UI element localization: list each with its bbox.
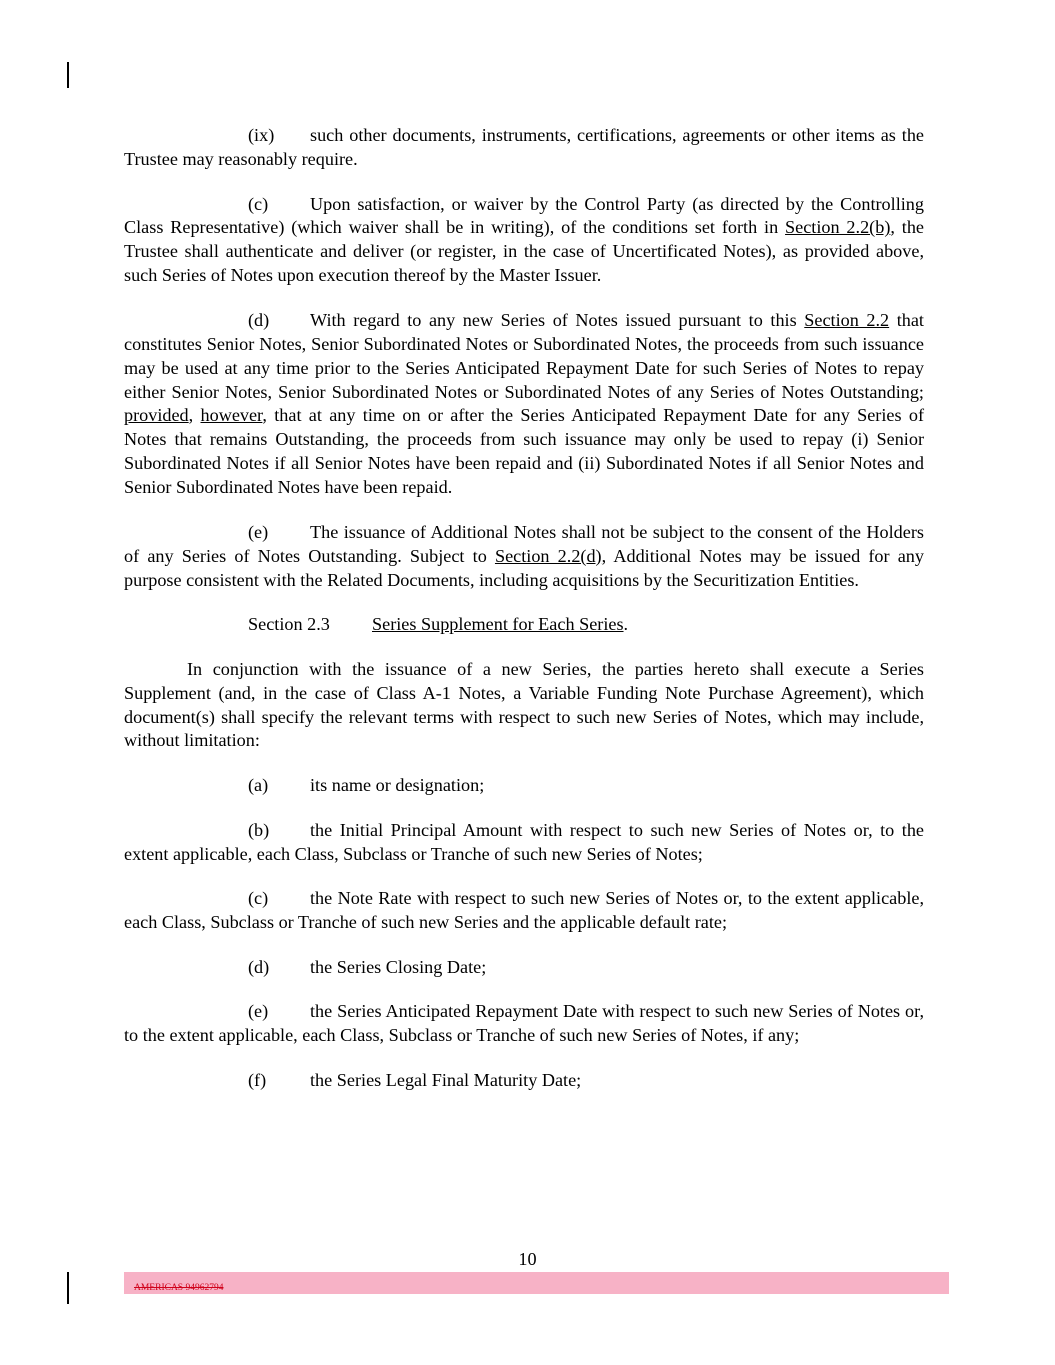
list-item-label: (a) bbox=[248, 775, 269, 796]
list-item-text: the Series Closing Date; bbox=[310, 956, 487, 977]
list-item-text: the Series Anticipated Repayment Date with respect to such new Series of Notes or, to the extent applicable, each Class, Subclass or Tranche of such new Series of Notes, if any; bbox=[124, 1001, 924, 1046]
separator: , bbox=[188, 405, 201, 426]
section-period: . bbox=[623, 614, 629, 635]
page-number: 10 bbox=[518, 1249, 537, 1269]
document-body bbox=[124, 124, 924, 1113]
list-item-label: (f) bbox=[248, 1069, 267, 1090]
revision-bar-top bbox=[67, 62, 69, 88]
footer-band bbox=[124, 1272, 949, 1294]
section-reference: Section 2.2(b) bbox=[785, 217, 891, 238]
list-item-c bbox=[124, 887, 924, 935]
provided-term: provided bbox=[124, 405, 189, 426]
paragraph-text: Upon satisfaction, or waiver by the Control Party (as directed by the Controlling Class Representative) (which waiver shall be in writing), of the conditions set forth in bbox=[124, 193, 924, 238]
document-id: AMERICAS 94962794 bbox=[134, 1283, 224, 1293]
list-item-d bbox=[124, 956, 924, 980]
paragraph-c bbox=[124, 193, 924, 289]
paragraph-text: The issuance of Additional Notes shall not be subject to the consent of the Holders of any Series of Notes Outstanding. Subject to bbox=[124, 521, 924, 566]
intro-paragraph bbox=[124, 658, 924, 754]
section-title: Series Supplement for Each Series bbox=[372, 614, 624, 635]
paragraph-text: With regard to any new Series of Notes issued pursuant to this bbox=[310, 309, 805, 330]
section-heading bbox=[124, 613, 924, 637]
list-item-label: (e) bbox=[248, 1001, 269, 1022]
paragraph-d bbox=[124, 309, 924, 500]
section-reference: Section 2.2 bbox=[804, 309, 890, 330]
however-term: however bbox=[200, 405, 263, 426]
list-item-text: its name or designation; bbox=[310, 775, 485, 796]
paragraph-label: (d) bbox=[248, 309, 270, 330]
paragraph-text: that constitutes Senior Notes, Senior Subordinated Notes or Subordinated Notes, the proceeds from such issuance may be used at any time prior to the Series Anticipated Repayment Date for such Series of Notes to repay either Senior Notes, Senior Subordinated Notes or Subordinated Notes of any Series of Notes Outstanding; bbox=[124, 309, 924, 402]
revision-bar-bottom bbox=[67, 1272, 69, 1304]
paragraph-label: (e) bbox=[248, 521, 269, 542]
list-item-label: (b) bbox=[248, 819, 270, 840]
paragraph-text: such other documents, instruments, certifications, agreements or other items as the Trustee may reasonably require. bbox=[124, 125, 924, 169]
paragraph-text: , Additional Notes may be issued for any purpose consistent with the Related Documents, including acquisitions by the Securitization Entities. bbox=[124, 545, 924, 590]
list-item-b bbox=[124, 819, 924, 867]
list-item-e bbox=[124, 1000, 924, 1048]
paragraph-label: (ix) bbox=[248, 125, 275, 145]
paragraph-ix bbox=[124, 124, 924, 172]
paragraph-text: , the Trustee shall authenticate and deliver (or register, in the case of Uncertificated Notes), as provided above, such Series of Notes upon execution thereof by the Master Issuer. bbox=[124, 217, 924, 286]
list-item-text: the Initial Principal Amount with respect to such new Series of Notes or, to the extent applicable, each Class, Subclass or Tranche of such new Series of Notes; bbox=[124, 819, 924, 864]
list-item-f bbox=[124, 1069, 924, 1093]
section-number: Section 2.3 bbox=[248, 614, 330, 635]
list-item-label: (c) bbox=[248, 888, 269, 909]
section-reference: Section 2.2(d) bbox=[494, 545, 602, 566]
paragraph-text: , that at any time on or after the Series Anticipated Repayment Date for any Series of Notes that remains Outstanding, the proceeds from such issuance may only be used to repay (i) Senior Subordinated Notes if all Senior Notes have been repaid and (ii) Subordinated Notes if all Senior Notes and Senior Subordinated Notes have been repaid. bbox=[124, 405, 924, 498]
paragraph-text: In conjunction with the issuance of a new Series, the parties hereto shall execute a Series Supplement (and, in the case of Class A-1 Notes, a Variable Funding Note Purchase Agreement), which document(s) shall specify the relevant terms with respect to such new Series of Notes, which may include, without limitation: bbox=[124, 658, 924, 751]
list-item-label: (d) bbox=[248, 956, 270, 977]
paragraph-e bbox=[124, 521, 924, 593]
list-item-text: the Series Legal Final Maturity Date; bbox=[310, 1069, 582, 1090]
list-item-text: the Note Rate with respect to such new Series of Notes or, to the extent applicable, each Class, Subclass or Tranche of such new Series and the applicable default rate; bbox=[124, 888, 924, 933]
paragraph-label: (c) bbox=[248, 193, 269, 214]
list-item-a bbox=[124, 774, 924, 798]
